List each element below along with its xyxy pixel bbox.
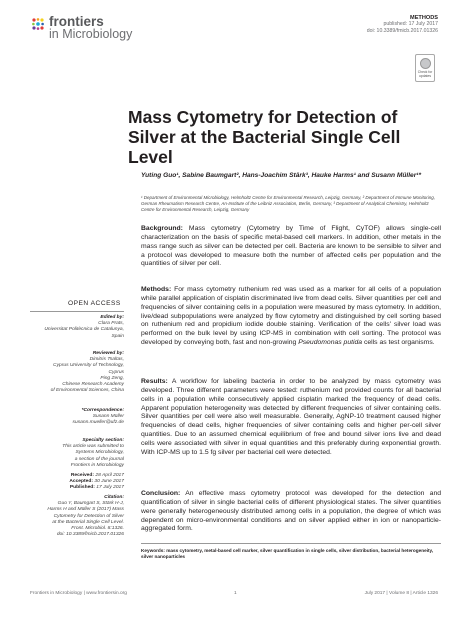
check-for-updates-badge[interactable] xyxy=(415,54,435,82)
published-date: published: 17 July 2017 xyxy=(383,21,438,28)
specialty-block xyxy=(30,438,124,469)
specialty-info: This article was submitted to Systems Microbiology, a section of the journal Frontiers in Microbiology xyxy=(62,444,124,468)
methods-label: Methods: xyxy=(141,286,172,293)
article-title: Mass Cytometry for Detection of Silver at the Bacterial Single Cell Level xyxy=(128,107,401,167)
article-meta-header xyxy=(367,15,438,34)
update-icon xyxy=(420,58,431,69)
affiliations: ¹ Department of Environmental Microbiology, Helmholtz Centre for Environmental Research, Leipzig, Germany, ² Department of Immune Monitoring, German Rheumatism Research Centre, An-Institute of the Leibniz Association, Berlin, Germany, ³ Department of Analytical Chemistry, Helmholtz Centre for Environmental Research, Leipzig, Germany xyxy=(141,195,435,212)
accepted-label: Accepted: xyxy=(69,479,93,485)
author-list: Yuting Guo¹, Sabine Baumgart², Hans-Joachim Stärk³, Hauke Harms¹ and Susann Müller¹* xyxy=(141,172,422,179)
dates-block xyxy=(30,473,124,492)
accepted-date: 30 June 2017 xyxy=(94,479,124,485)
abstract-conclusion xyxy=(141,490,441,534)
received-label: Received: xyxy=(70,473,94,478)
published-date-side: 17 July 2017 xyxy=(96,485,124,491)
citation-block xyxy=(30,495,124,538)
abstract-background xyxy=(141,225,441,269)
species-name: Pseudomonas putida xyxy=(298,339,363,347)
sidebar-divider xyxy=(30,311,124,312)
conclusion-text: An effective mass cytometry protocol was developed for the detection and quantification of silver in single bacterial cells of different physiological states. The silver quantities were generally heterogeneously distributed among cells in a population, the degree of which was dependent on micro-environmental conditions and on silver applied either in ion or nanoparticle-aggregated form. xyxy=(141,490,442,533)
open-access-label: OPEN ACCESS xyxy=(68,300,121,307)
reviewed-by-label: Reviewed by: xyxy=(92,351,124,356)
keywords: Keywords: mass cytometry, metal-based cell marker, silver quantification in single cells, silver distribution, bacterial heterogeneity, silver nanoparticles xyxy=(141,548,434,559)
results-text: A workflow for labeling bacteria in order to be analyzed by mass cytometry was developed. Three different parameters were tested: ruthenium red provided counts for all bacterial cells in a population while consecutively applied cisplatin marked the frequency of dead cells. Apparent population heterogeneity was detected by different frequencies of silver containing cells. Silver quantities per cell were also well measurable. Generally, AgNP-10 treatment caused higher frequencies of dead cells, higher frequencies of silver containing cells and higher per-cell silver quantities. Due to an assumed chemical equilibrium of free and bound silver ions live and dead cells were associated with silver in equal quantities and this preferably during exponential growth. With ICP-MS up to 1.5 fg silver per bacterial cell were detected. xyxy=(141,378,442,456)
correspondence-label: *Correspondence: xyxy=(81,408,124,413)
doi-link[interactable]: doi: 10.3389/fmicb.2017.01326 xyxy=(366,27,438,34)
citation-text: Guo Y, Baumgart S, Stärk H-J, Harms H and Müller S (2017) Mass Cytometry for Detection of Silver at the Bacterial Single Cell Level. Front. Microbiol. 8:1326. doi: 10.3389/fmicb.2017.01326 xyxy=(47,501,124,538)
editor-info: Clara Prats, Universitat Politècnica de Catalunya, Spain xyxy=(44,321,124,339)
edited-by-label: Edited by: xyxy=(100,315,124,320)
journal-brand: frontiers xyxy=(49,14,104,29)
results-label: Results: xyxy=(141,378,168,385)
correspondence-info: Susann Müller susann.mueller@ufz.de xyxy=(72,414,124,426)
journal-subtitle: in Microbiology xyxy=(49,27,133,41)
abstract-methods xyxy=(141,286,441,348)
footer-journal-link[interactable]: Frontiers in Microbiology | www.frontiersin.org xyxy=(30,591,127,596)
received-date: 28 April 2017 xyxy=(95,473,124,478)
footer-issue-info: July 2017 | Volume 8 | Article 1326 xyxy=(364,591,438,596)
article-type: METHODS xyxy=(410,15,438,21)
specialty-label: Specialty section: xyxy=(82,438,124,443)
abstract-results xyxy=(141,378,441,458)
frontiers-logo-icon xyxy=(31,17,45,31)
citation-label: Citation: xyxy=(104,495,124,500)
badge-label: Check for updates xyxy=(417,70,433,78)
journal-logo xyxy=(49,15,132,41)
published-label: Published: xyxy=(69,485,95,491)
methods-text-end: cells as test organisms. xyxy=(362,339,435,347)
methods-text: For mass cytometry ruthenium red was used as a marker for all cells of a population while parallel application of cisplatin discriminated live from dead cells. Silver quantities per cell and frequencies of silver containing cells in a population were measured by mass cytometry. In addition, live/dead subpopulations were analyzed by flow cytometry and distinguished by cell sorting based on ruthenium red and propidium iodide double staining. Verification of the cells' silver load was performed on the bulk level by using ICP-MS in combination with cell sorting. The protocol was developed by conveying both, fast and non-growing xyxy=(141,286,441,347)
reviewer-info: Dimitris Tsaltas, Cyprus University of Technology, Cyprus Ping Zeng, Chinese Research Academy of Environmental Sciences, China xyxy=(50,357,124,394)
reviewed-by-block xyxy=(30,351,124,394)
background-label: Background: xyxy=(141,225,183,232)
background-text: Mass cytometry (Cytometry by Time of Flight, CyTOF) allows single-cell characterization on the basis of specific metal-based cell markers. In addition, other metals in the mass range such as silver can be detected per cell. Bacteria are known to be sensible to silver and a protocol was developed to measure both the number of affected cells per population and the quantities of silver per cell. xyxy=(141,225,442,268)
edited-by-block xyxy=(30,315,124,340)
page-number: 1 xyxy=(234,591,237,596)
keywords-divider xyxy=(141,543,441,544)
conclusion-label: Conclusion: xyxy=(141,490,181,497)
correspondence-block xyxy=(30,408,124,427)
